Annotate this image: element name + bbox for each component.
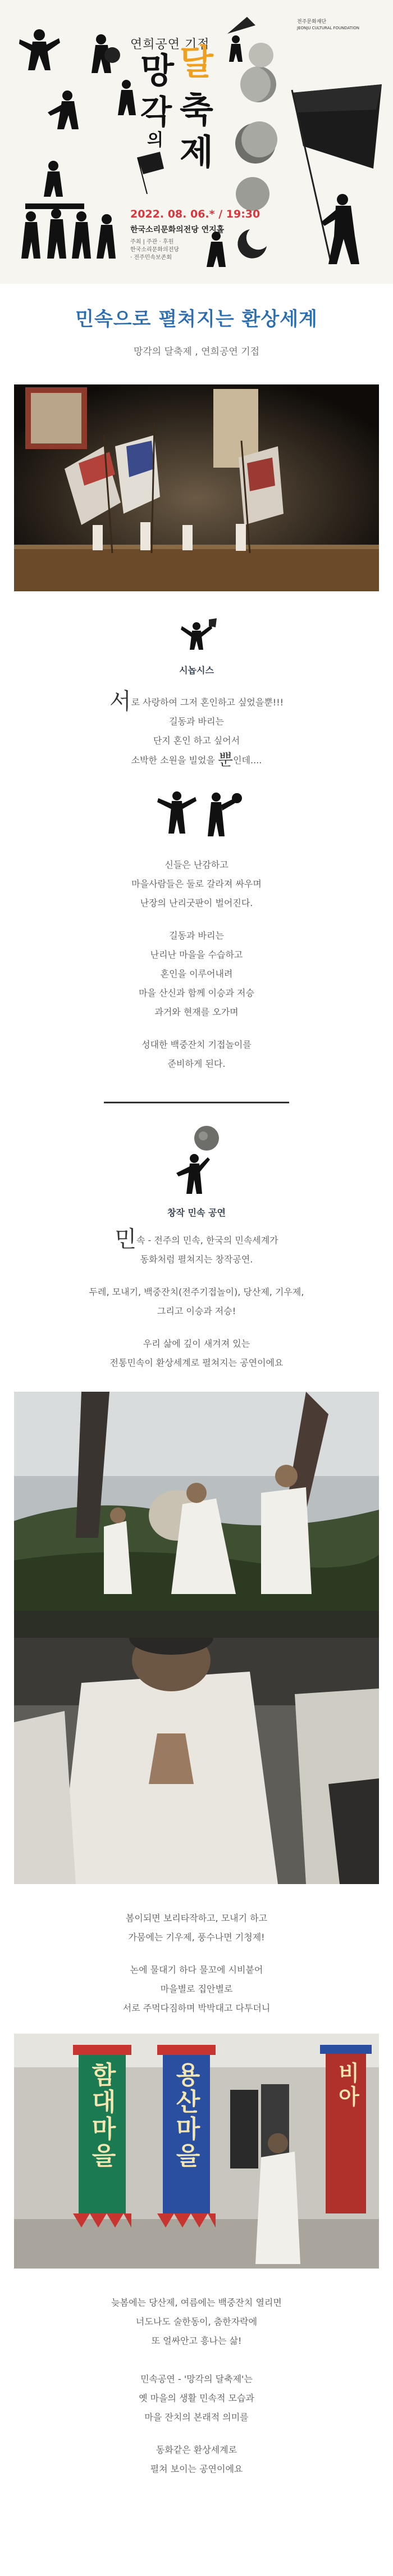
- village-banners-photo: [14, 2034, 379, 2269]
- event-poster: [0, 0, 393, 284]
- poster-title-char: 제: [180, 132, 213, 173]
- creation-label: 창작 민속 공연: [167, 1207, 226, 1218]
- praying-art: [14, 1638, 379, 1884]
- poster-title-char: 달: [180, 42, 213, 83]
- moon-4: [249, 43, 273, 67]
- synopsis-intro: 서로 사랑하여 그저 혼인하고 싶었을뿐!!! 길동과 바리는 단지 혼인 하고 싶어서 소박한 소원을 빌었을 뿐인데....: [109, 689, 284, 769]
- moon-3: [236, 177, 269, 211]
- poster-venue: 한국소리문화의전당 연지홀: [130, 225, 225, 234]
- banner-middle-text: 용산마을: [171, 2062, 200, 2170]
- page-title: 민속으로 펼쳐지는 환상세계: [75, 308, 318, 331]
- foundation-logo: 전주문화재단 JEONJU CULTURAL FOUNDATION: [297, 19, 359, 30]
- dancer-with-flag-icon: [174, 615, 219, 660]
- dancer-with-moon-icon: [168, 1124, 225, 1202]
- page-subtitle: 망각의 달축제 , 연희공연 기접: [133, 346, 260, 357]
- praying-photo: [14, 1638, 379, 1884]
- flag-bearer-silhouette: [321, 194, 359, 264]
- crescent-moon: [237, 229, 267, 259]
- creation-body: 민속 - 전주의 민속, 한국의 민속세계가 동화처럼 펼쳐지는 창작공연. 두레, 모내기, 백중잔치(전주기접놀이), 당산제, 기우제, 그리고 이승과 저승! 우리 삶에 깊이 새겨져 있는 전통민속이 환상세계로 펼쳐지는 공연이에요: [89, 1226, 304, 1368]
- closing-text: 민속공연 - '망각의 달축제'는 옛 마을의 생활 민속적 모습과 마을 잔치의 본래적 의미를 동화같은 환상세계로 펼쳐 보이는 공연이에요: [139, 2374, 254, 2474]
- poster-subtitle: 연희공연 기접: [130, 38, 210, 52]
- poster-title-char: 의: [147, 130, 163, 150]
- synopsis-body: 신들은 난감하고 마을사람들은 둘로 갈라져 싸우며 난장의 난리굿판이 벌어진다. 길동과 바리는 난리난 마을을 수습하고 혼인을 이루어내려 마을 산신과 함께 이승과 저승 과거와 현재를 오가며 성대한 백중잔치 기접놀이를 준비하게 된다.: [131, 859, 262, 1069]
- season-text-spring: 봄이되면 보리타작하고, 모내기 하고 가뭄에는 기우제, 풍수나면 기청제! 논에 물대기 하다 물꼬에 시비붙어 마을별로 집안별로 서로 주먹다짐하며 박박대고 다투더니: [122, 1913, 271, 2013]
- banner-left-text: 함대마을: [87, 2062, 116, 2170]
- poster-title-char: 축: [180, 89, 213, 130]
- outdoor-ritual-art: [14, 1392, 379, 1638]
- dropcap: 서: [109, 689, 131, 714]
- poster-credits: 주최 | 주관 · 후원 한국소리문화의전당 · 전주민속보존회: [130, 239, 179, 261]
- poster-title-char: 망: [140, 50, 174, 91]
- poster-date: 2022. 08. 06.* / 19:30: [130, 208, 261, 220]
- two-dancers-icon: [146, 786, 247, 848]
- dropcap: 민: [115, 1226, 136, 1252]
- stage-photo-art: [14, 384, 379, 591]
- stage-photo: [14, 384, 379, 591]
- banner-right-text: 비아: [335, 2062, 359, 2109]
- outdoor-ritual-photo: [14, 1392, 379, 1638]
- season-text-summer: 늦봄에는 당산제, 여름에는 백중잔치 열리면 너도나도 술한동이, 춤한자락에 또 얼싸안고 흥나는 삶!: [111, 2297, 282, 2346]
- poster-title-char: 각: [140, 93, 172, 131]
- synopsis-label: 시놉시스: [179, 665, 214, 676]
